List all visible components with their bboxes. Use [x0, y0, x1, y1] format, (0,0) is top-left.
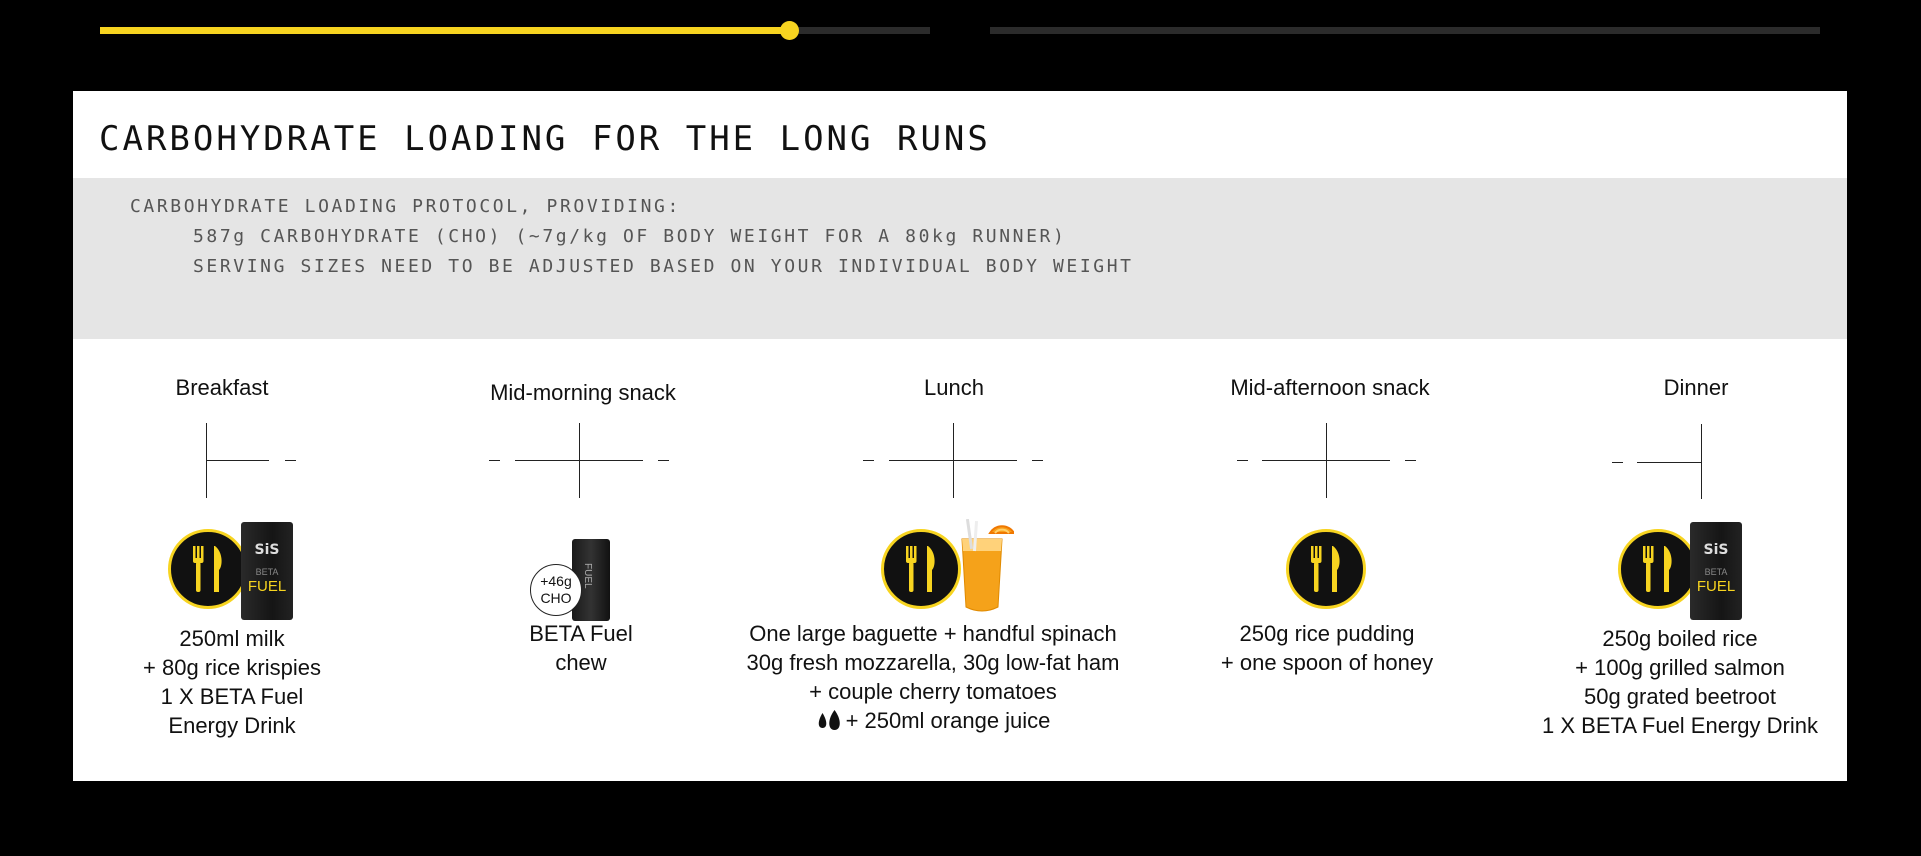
progress-bar-segment-1[interactable]: [100, 27, 930, 34]
cutlery-icon: [881, 529, 961, 609]
info-line-2: 587g CARBOHYDRATE (CHO) (~7g/kg OF BODY WEIGHT FOR A 80kg RUNNER): [193, 226, 1067, 247]
water-drops-icon: [816, 709, 846, 731]
cutlery-icon: [1286, 529, 1366, 609]
cutlery-icon: [168, 529, 248, 609]
meal-details-lunch: One large baguette + handful spinach 30g fresh mozzarella, 30g low-fat ham + couple cherry tomatoes + 250ml orange juice: [746, 621, 1120, 733]
progress-bar-fill: [100, 27, 789, 34]
beta-fuel-sachet-image: SiS BETA FUEL: [241, 522, 293, 620]
progress-bar-segment-2[interactable]: [990, 27, 1820, 34]
meal-label-mid-afternoon: Mid-afternoon snack: [1230, 375, 1430, 400]
orange-juice-icon: [954, 519, 1014, 615]
meal-label-dinner: Dinner: [1663, 375, 1729, 400]
slide-card: [73, 91, 1847, 781]
meal-details-dinner: 250g boiled rice + 100g grilled salmon 50g grated beetroot 1 X BETA Fuel Energy Drink: [1542, 626, 1818, 738]
meal-label-breakfast: Breakfast: [175, 375, 269, 400]
slide-title: CARBOHYDRATE LOADING FOR THE LONG RUNS: [99, 119, 991, 159]
meal-details-mid-morning: BETA Fuel chew: [529, 621, 633, 675]
meal-label-lunch: Lunch: [924, 375, 984, 400]
meal-details-mid-afternoon: 250g rice pudding + one spoon of honey: [1220, 621, 1434, 675]
info-line-3: SERVING SIZES NEED TO BE ADJUSTED BASED ON YOUR INDIVIDUAL BODY WEIGHT: [193, 256, 1134, 277]
progress-knob[interactable]: [780, 21, 799, 40]
meal-details-breakfast: 250ml milk + 80g rice krispies 1 X BETA Fuel Energy Drink: [143, 626, 321, 738]
cutlery-icon: [1618, 529, 1698, 609]
beta-fuel-sachet-image: SiS BETA FUEL: [1690, 522, 1742, 620]
info-line-1: CARBOHYDRATE LOADING PROTOCOL, PROVIDING:: [130, 196, 681, 217]
beta-fuel-chew-image: FUEL: [572, 539, 610, 621]
meal-label-mid-morning: Mid-morning snack: [490, 380, 676, 405]
protocol-info-box: [73, 178, 1847, 339]
cho-badge: +46g CHO: [530, 564, 582, 616]
